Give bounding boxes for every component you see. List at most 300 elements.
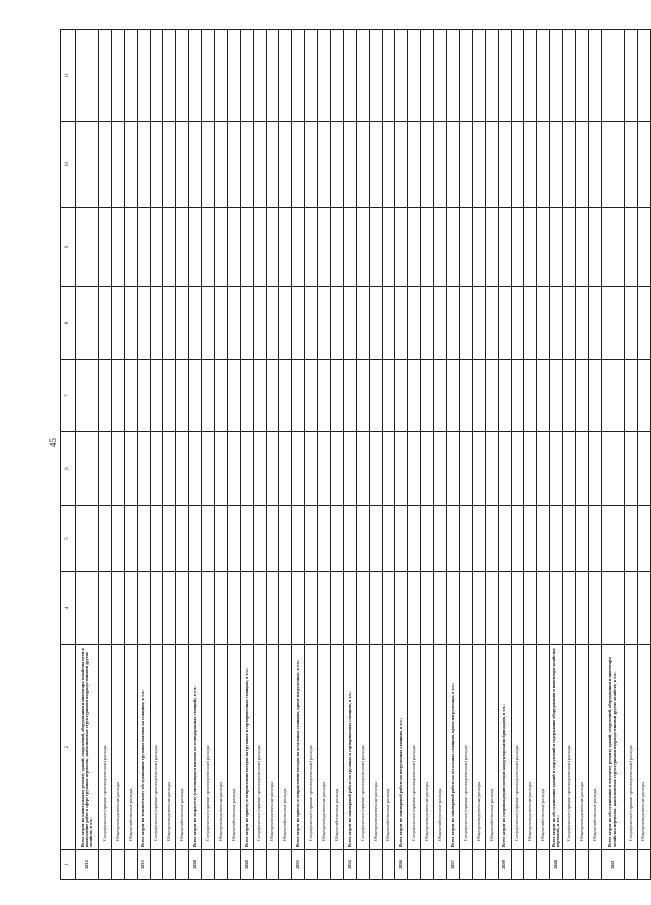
empty-cell bbox=[537, 208, 550, 287]
empty-cell bbox=[150, 208, 163, 287]
empty-cell bbox=[292, 30, 305, 122]
table-row bbox=[202, 30, 215, 880]
empty-cell bbox=[434, 208, 447, 287]
empty-cell bbox=[447, 360, 460, 432]
row-description: Общехозяйственные расходы bbox=[227, 645, 240, 850]
empty-cell bbox=[99, 360, 112, 432]
empty-cell bbox=[575, 360, 588, 432]
empty-cell bbox=[601, 360, 624, 432]
table-row bbox=[550, 30, 563, 880]
row-code: 2820 bbox=[189, 850, 202, 880]
empty-cell bbox=[382, 506, 395, 572]
empty-cell bbox=[253, 360, 266, 432]
empty-cell bbox=[498, 572, 511, 645]
empty-cell bbox=[305, 432, 318, 506]
table-row bbox=[176, 30, 189, 880]
empty-cell bbox=[176, 287, 189, 360]
empty-cell bbox=[563, 30, 576, 122]
empty-cell bbox=[408, 208, 421, 287]
row-description: Всего затрат на капитальному ремонту зданий, сооружений, оборудования и инвентаря хозяйства пути и выполнение работ в сфере грузовых перевозок, выполняемых структурными подразделениями других хозяйств, в т.ч.: bbox=[76, 645, 99, 850]
empty-cell bbox=[459, 572, 472, 645]
empty-cell bbox=[215, 208, 228, 287]
empty-cell bbox=[356, 506, 369, 572]
empty-cell bbox=[624, 506, 637, 572]
empty-cell bbox=[202, 208, 215, 287]
empty-cell bbox=[137, 122, 150, 208]
empty-cell bbox=[292, 287, 305, 360]
empty-cell bbox=[459, 360, 472, 432]
empty-cell bbox=[382, 30, 395, 122]
table-row bbox=[408, 30, 421, 880]
row-code: 2834 bbox=[343, 850, 356, 880]
empty-cell bbox=[537, 122, 550, 208]
column-header: 11 bbox=[61, 30, 76, 122]
empty-cell bbox=[215, 360, 228, 432]
row-code bbox=[537, 850, 550, 880]
row-code bbox=[382, 850, 395, 880]
empty-cell bbox=[163, 506, 176, 572]
empty-cell bbox=[395, 360, 408, 432]
table-row bbox=[459, 30, 472, 880]
empty-cell bbox=[253, 30, 266, 122]
empty-cell bbox=[575, 287, 588, 360]
table-row bbox=[601, 30, 624, 880]
empty-cell bbox=[601, 572, 624, 645]
empty-cell bbox=[601, 122, 624, 208]
empty-cell bbox=[524, 506, 537, 572]
row-description: Специфические (прямые производственные) расходы bbox=[511, 645, 524, 850]
empty-cell bbox=[511, 208, 524, 287]
empty-cell bbox=[485, 432, 498, 506]
empty-cell bbox=[111, 360, 124, 432]
empty-cell bbox=[563, 506, 576, 572]
empty-cell bbox=[624, 122, 637, 208]
empty-cell bbox=[395, 122, 408, 208]
empty-cell bbox=[447, 208, 460, 287]
empty-cell bbox=[421, 30, 434, 122]
row-description: Общехозяйственные расходы bbox=[485, 645, 498, 850]
empty-cell bbox=[434, 122, 447, 208]
empty-cell bbox=[150, 506, 163, 572]
empty-cell bbox=[601, 432, 624, 506]
row-code: 2836 bbox=[395, 850, 408, 880]
empty-cell bbox=[76, 208, 99, 287]
empty-cell bbox=[215, 432, 228, 506]
table-row bbox=[240, 30, 253, 880]
empty-cell bbox=[356, 572, 369, 645]
row-code bbox=[421, 850, 434, 880]
empty-cell bbox=[202, 360, 215, 432]
empty-cell bbox=[472, 432, 485, 506]
empty-cell bbox=[408, 360, 421, 432]
empty-cell bbox=[292, 208, 305, 287]
table-row bbox=[292, 30, 305, 880]
empty-cell bbox=[637, 506, 650, 572]
empty-cell bbox=[472, 208, 485, 287]
empty-cell bbox=[575, 572, 588, 645]
empty-cell bbox=[421, 572, 434, 645]
empty-cell bbox=[459, 432, 472, 506]
row-description: Всего затрат по хозрасчету (считающихся вагонов железнодорожных станций), в т.ч.: bbox=[189, 645, 202, 850]
row-code: 2841 bbox=[601, 850, 624, 880]
empty-cell bbox=[266, 287, 279, 360]
empty-cell bbox=[434, 572, 447, 645]
empty-cell bbox=[266, 432, 279, 506]
empty-cell bbox=[189, 287, 202, 360]
empty-cell bbox=[382, 360, 395, 432]
table-row bbox=[253, 30, 266, 880]
empty-cell bbox=[395, 572, 408, 645]
empty-cell bbox=[485, 208, 498, 287]
empty-cell bbox=[111, 432, 124, 506]
empty-cell bbox=[227, 208, 240, 287]
table-row bbox=[356, 30, 369, 880]
empty-cell bbox=[563, 122, 576, 208]
empty-cell bbox=[408, 30, 421, 122]
empty-cell bbox=[253, 572, 266, 645]
table-row bbox=[498, 30, 511, 880]
empty-cell bbox=[472, 122, 485, 208]
empty-cell bbox=[511, 122, 524, 208]
table-row bbox=[421, 30, 434, 880]
empty-cell bbox=[189, 30, 202, 122]
empty-cell bbox=[137, 287, 150, 360]
empty-cell bbox=[343, 572, 356, 645]
empty-cell bbox=[498, 30, 511, 122]
table-row bbox=[318, 30, 331, 880]
empty-cell bbox=[124, 287, 137, 360]
row-code bbox=[369, 850, 382, 880]
empty-cell bbox=[124, 122, 137, 208]
empty-cell bbox=[318, 122, 331, 208]
empty-cell bbox=[369, 30, 382, 122]
empty-cell bbox=[601, 287, 624, 360]
row-description: Специфические (прямые производственные) расходы bbox=[624, 645, 637, 850]
empty-cell bbox=[202, 122, 215, 208]
empty-cell bbox=[253, 432, 266, 506]
empty-cell bbox=[137, 572, 150, 645]
empty-cell bbox=[550, 506, 563, 572]
empty-cell bbox=[395, 432, 408, 506]
row-description: Всего затрат по сопровождению поездов кондукторскими бригадами, в т.ч.: bbox=[498, 645, 511, 850]
empty-cell bbox=[485, 360, 498, 432]
row-description: Общепроизводственные расходы bbox=[524, 645, 537, 850]
row-code bbox=[637, 850, 650, 880]
empty-cell bbox=[189, 208, 202, 287]
empty-cell bbox=[331, 572, 344, 645]
row-code bbox=[588, 850, 601, 880]
empty-cell bbox=[485, 287, 498, 360]
empty-cell bbox=[343, 432, 356, 506]
empty-cell bbox=[266, 122, 279, 208]
empty-cell bbox=[395, 506, 408, 572]
empty-cell bbox=[369, 287, 382, 360]
empty-cell bbox=[176, 360, 189, 432]
empty-cell bbox=[421, 432, 434, 506]
empty-cell bbox=[395, 30, 408, 122]
row-code bbox=[227, 850, 240, 880]
empty-cell bbox=[266, 360, 279, 432]
empty-cell bbox=[266, 506, 279, 572]
row-code bbox=[434, 850, 447, 880]
table-row bbox=[472, 30, 485, 880]
table-row bbox=[150, 30, 163, 880]
empty-cell bbox=[563, 432, 576, 506]
empty-cell bbox=[382, 287, 395, 360]
empty-cell bbox=[176, 122, 189, 208]
empty-cell bbox=[305, 30, 318, 122]
row-code: 2839 bbox=[498, 850, 511, 880]
empty-cell bbox=[99, 287, 112, 360]
row-description: Специфические (прямые производственные) расходы bbox=[253, 645, 266, 850]
empty-cell bbox=[76, 360, 99, 432]
row-code bbox=[111, 850, 124, 880]
cost-table bbox=[60, 29, 651, 880]
empty-cell bbox=[637, 432, 650, 506]
page-number: 45 bbox=[48, 438, 58, 447]
empty-cell bbox=[563, 360, 576, 432]
empty-cell bbox=[176, 506, 189, 572]
empty-cell bbox=[624, 432, 637, 506]
empty-cell bbox=[292, 572, 305, 645]
empty-cell bbox=[356, 360, 369, 432]
empty-cell bbox=[137, 506, 150, 572]
empty-cell bbox=[343, 30, 356, 122]
empty-cell bbox=[624, 30, 637, 122]
empty-cell bbox=[343, 287, 356, 360]
row-description: Общехозяйственные расходы bbox=[124, 645, 137, 850]
empty-cell bbox=[266, 30, 279, 122]
empty-cell bbox=[637, 572, 650, 645]
row-code bbox=[459, 850, 472, 880]
empty-cell bbox=[524, 432, 537, 506]
empty-cell bbox=[279, 506, 292, 572]
row-description: Всего затрат по приему и отправлению поездов на грузовых и сортировочных станциях, в т.ч.: bbox=[240, 645, 253, 850]
empty-cell bbox=[588, 287, 601, 360]
empty-cell bbox=[227, 572, 240, 645]
empty-cell bbox=[124, 208, 137, 287]
empty-cell bbox=[331, 208, 344, 287]
empty-cell bbox=[343, 506, 356, 572]
empty-cell bbox=[279, 360, 292, 432]
empty-cell bbox=[369, 122, 382, 208]
empty-cell bbox=[459, 208, 472, 287]
empty-cell bbox=[459, 122, 472, 208]
empty-cell bbox=[227, 122, 240, 208]
empty-cell bbox=[575, 122, 588, 208]
empty-cell bbox=[563, 287, 576, 360]
empty-cell bbox=[524, 572, 537, 645]
empty-cell bbox=[356, 30, 369, 122]
column-header: 2 bbox=[61, 645, 76, 850]
table-row bbox=[215, 30, 228, 880]
column-header: 6 bbox=[61, 432, 76, 506]
empty-cell bbox=[588, 506, 601, 572]
row-code: 2815 bbox=[137, 850, 150, 880]
empty-cell bbox=[318, 506, 331, 572]
empty-cell bbox=[76, 287, 99, 360]
row-code: 2840 bbox=[550, 850, 563, 880]
empty-cell bbox=[550, 572, 563, 645]
row-description: Всего затрат по маневровой работе на погрузочных станциях, в т.ч.: bbox=[395, 645, 408, 850]
empty-cell bbox=[537, 287, 550, 360]
empty-cell bbox=[524, 30, 537, 122]
column-header: 7 bbox=[61, 360, 76, 432]
empty-cell bbox=[408, 432, 421, 506]
empty-cell bbox=[434, 360, 447, 432]
column-header: 5 bbox=[61, 506, 76, 572]
table-row bbox=[485, 30, 498, 880]
empty-cell bbox=[266, 208, 279, 287]
empty-cell bbox=[537, 360, 550, 432]
empty-cell bbox=[240, 572, 253, 645]
empty-cell bbox=[111, 287, 124, 360]
empty-cell bbox=[369, 432, 382, 506]
table-row bbox=[331, 30, 344, 880]
table-row bbox=[434, 30, 447, 880]
empty-cell bbox=[266, 572, 279, 645]
empty-cell bbox=[498, 432, 511, 506]
empty-cell bbox=[421, 287, 434, 360]
empty-cell bbox=[498, 122, 511, 208]
empty-cell bbox=[624, 208, 637, 287]
empty-cell bbox=[150, 572, 163, 645]
row-code bbox=[253, 850, 266, 880]
empty-cell bbox=[382, 572, 395, 645]
row-description: Общехозяйственные расходы bbox=[279, 645, 292, 850]
row-description: Общепроизводственные расходы bbox=[111, 645, 124, 850]
empty-cell bbox=[485, 572, 498, 645]
row-description: Специфические (прямые производственные) расходы bbox=[202, 645, 215, 850]
table-row bbox=[76, 30, 99, 880]
empty-cell bbox=[202, 432, 215, 506]
row-code bbox=[624, 850, 637, 880]
empty-cell bbox=[227, 506, 240, 572]
empty-cell bbox=[382, 432, 395, 506]
empty-cell bbox=[111, 208, 124, 287]
empty-cell bbox=[472, 30, 485, 122]
empty-cell bbox=[421, 122, 434, 208]
empty-cell bbox=[163, 287, 176, 360]
empty-cell bbox=[434, 287, 447, 360]
empty-cell bbox=[550, 432, 563, 506]
empty-cell bbox=[524, 208, 537, 287]
empty-cell bbox=[305, 360, 318, 432]
column-header: 1 bbox=[61, 850, 76, 880]
empty-cell bbox=[331, 360, 344, 432]
empty-cell bbox=[624, 287, 637, 360]
empty-cell bbox=[176, 572, 189, 645]
empty-cell bbox=[318, 208, 331, 287]
empty-cell bbox=[305, 208, 318, 287]
empty-cell bbox=[227, 432, 240, 506]
table-row bbox=[575, 30, 588, 880]
empty-cell bbox=[485, 122, 498, 208]
row-description: Всего затрат по приему и отправлению поездов на остальных станциях, кроме погрузочных, в т.ч.: bbox=[292, 645, 305, 850]
empty-cell bbox=[356, 122, 369, 208]
rotated-table-page bbox=[30, 30, 646, 880]
empty-cell bbox=[99, 432, 112, 506]
row-description: Общехозяйственные расходы bbox=[382, 645, 395, 850]
empty-cell bbox=[537, 30, 550, 122]
table-row bbox=[637, 30, 650, 880]
empty-cell bbox=[240, 506, 253, 572]
empty-cell bbox=[99, 122, 112, 208]
empty-cell bbox=[99, 506, 112, 572]
empty-cell bbox=[550, 30, 563, 122]
empty-cell bbox=[537, 432, 550, 506]
row-description: Специфические (прямые производственные) расходы bbox=[459, 645, 472, 850]
row-code: 2837 bbox=[447, 850, 460, 880]
empty-cell bbox=[202, 30, 215, 122]
empty-cell bbox=[240, 208, 253, 287]
empty-cell bbox=[459, 30, 472, 122]
empty-cell bbox=[318, 360, 331, 432]
empty-cell bbox=[253, 122, 266, 208]
empty-cell bbox=[124, 432, 137, 506]
table-row bbox=[124, 30, 137, 880]
row-description: Общехозяйственные расходы bbox=[537, 645, 550, 850]
empty-cell bbox=[227, 287, 240, 360]
empty-cell bbox=[550, 122, 563, 208]
empty-cell bbox=[279, 287, 292, 360]
table-row bbox=[305, 30, 318, 880]
empty-cell bbox=[202, 506, 215, 572]
table-row bbox=[227, 30, 240, 880]
empty-cell bbox=[498, 506, 511, 572]
row-code bbox=[511, 850, 524, 880]
row-description: Общепроизводственные расходы bbox=[369, 645, 382, 850]
empty-cell bbox=[408, 122, 421, 208]
empty-cell bbox=[292, 122, 305, 208]
empty-cell bbox=[227, 360, 240, 432]
table-body bbox=[76, 30, 651, 880]
empty-cell bbox=[485, 506, 498, 572]
table-row bbox=[537, 30, 550, 880]
row-code bbox=[124, 850, 137, 880]
empty-cell bbox=[588, 208, 601, 287]
empty-cell bbox=[124, 506, 137, 572]
empty-cell bbox=[434, 432, 447, 506]
empty-cell bbox=[305, 122, 318, 208]
empty-cell bbox=[447, 122, 460, 208]
table-row bbox=[511, 30, 524, 880]
empty-cell bbox=[624, 572, 637, 645]
empty-cell bbox=[575, 208, 588, 287]
row-code bbox=[563, 850, 576, 880]
empty-cell bbox=[511, 287, 524, 360]
empty-cell bbox=[124, 30, 137, 122]
empty-cell bbox=[279, 30, 292, 122]
empty-cell bbox=[511, 432, 524, 506]
row-description: Общехозяйственные расходы bbox=[331, 645, 344, 850]
empty-cell bbox=[150, 122, 163, 208]
row-code bbox=[163, 850, 176, 880]
empty-cell bbox=[163, 122, 176, 208]
row-description: Общехозяйственные расходы bbox=[434, 645, 447, 850]
empty-cell bbox=[76, 30, 99, 122]
empty-cell bbox=[382, 122, 395, 208]
empty-cell bbox=[176, 432, 189, 506]
row-code bbox=[305, 850, 318, 880]
row-description: Специфические (прямые производственные) расходы bbox=[408, 645, 421, 850]
empty-cell bbox=[215, 122, 228, 208]
row-description: Специфические (прямые производственные) расходы bbox=[356, 645, 369, 850]
empty-cell bbox=[575, 506, 588, 572]
empty-cell bbox=[511, 506, 524, 572]
column-header: 9 bbox=[61, 208, 76, 287]
empty-cell bbox=[150, 432, 163, 506]
